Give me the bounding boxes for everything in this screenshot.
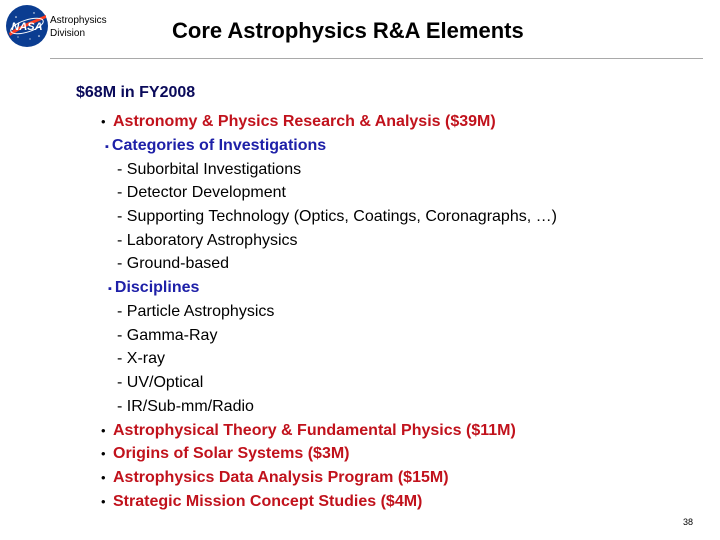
bullet-text: Origins of Solar Systems ($3M) — [113, 445, 350, 462]
page-number: 38 — [683, 517, 694, 527]
division-line-1: Astrophysics — [50, 15, 107, 26]
list-item: - Gamma-Ray — [117, 327, 218, 344]
square-bullet-icon: ▪ — [108, 283, 112, 295]
slide-title: Core Astrophysics R&A Elements — [172, 18, 524, 43]
bullet-glyph: • — [101, 494, 106, 509]
bullet-item — [101, 112, 496, 132]
list-item: - IR/Sub-mm/Radio — [117, 398, 254, 415]
bullet-text: Astrophysical Theory & Fundamental Physics ($11M) — [113, 422, 516, 439]
budget-subtitle: $68M in FY2008 — [76, 84, 196, 101]
bullet-glyph: • — [101, 446, 106, 461]
division-line-2: Division — [50, 28, 86, 39]
bullet-item — [101, 421, 516, 441]
list-item: - Laboratory Astrophysics — [117, 232, 298, 249]
disciplines-heading-text: Disciplines — [114, 279, 200, 296]
categories-heading-text: Categories of Investigations — [111, 137, 327, 154]
header-divider — [50, 58, 703, 59]
list-item: - Supporting Technology (Optics, Coatings, Coronagraphs, …) — [117, 208, 557, 225]
division-label — [50, 14, 107, 40]
bullet-item — [101, 492, 422, 512]
list-item: - X-ray — [117, 350, 165, 367]
bullet-text: Strategic Mission Concept Studies ($4M) — [113, 493, 423, 510]
list-item: - Particle Astrophysics — [117, 303, 275, 320]
bullet-item — [101, 468, 449, 488]
list-item: - Detector Development — [117, 184, 286, 201]
bullet-glyph: • — [101, 114, 106, 129]
list-item: - Suborbital Investigations — [117, 161, 302, 178]
square-bullet-icon: ▪ — [105, 141, 109, 153]
bullet-text: Astronomy & Physics Research & Analysis ($39M) — [113, 113, 496, 130]
bullet-text: Astrophysics Data Analysis Program ($15M) — [113, 469, 449, 486]
list-item: - UV/Optical — [117, 374, 204, 391]
bullet-glyph: • — [101, 470, 106, 485]
bullet-item — [101, 444, 350, 464]
list-item: - Ground-based — [117, 255, 230, 272]
bullet-glyph: • — [101, 423, 106, 438]
nasa-logo-text: NASA — [11, 21, 43, 33]
categories-heading — [105, 136, 326, 157]
disciplines-heading — [108, 278, 199, 299]
nasa-logo — [4, 3, 50, 49]
